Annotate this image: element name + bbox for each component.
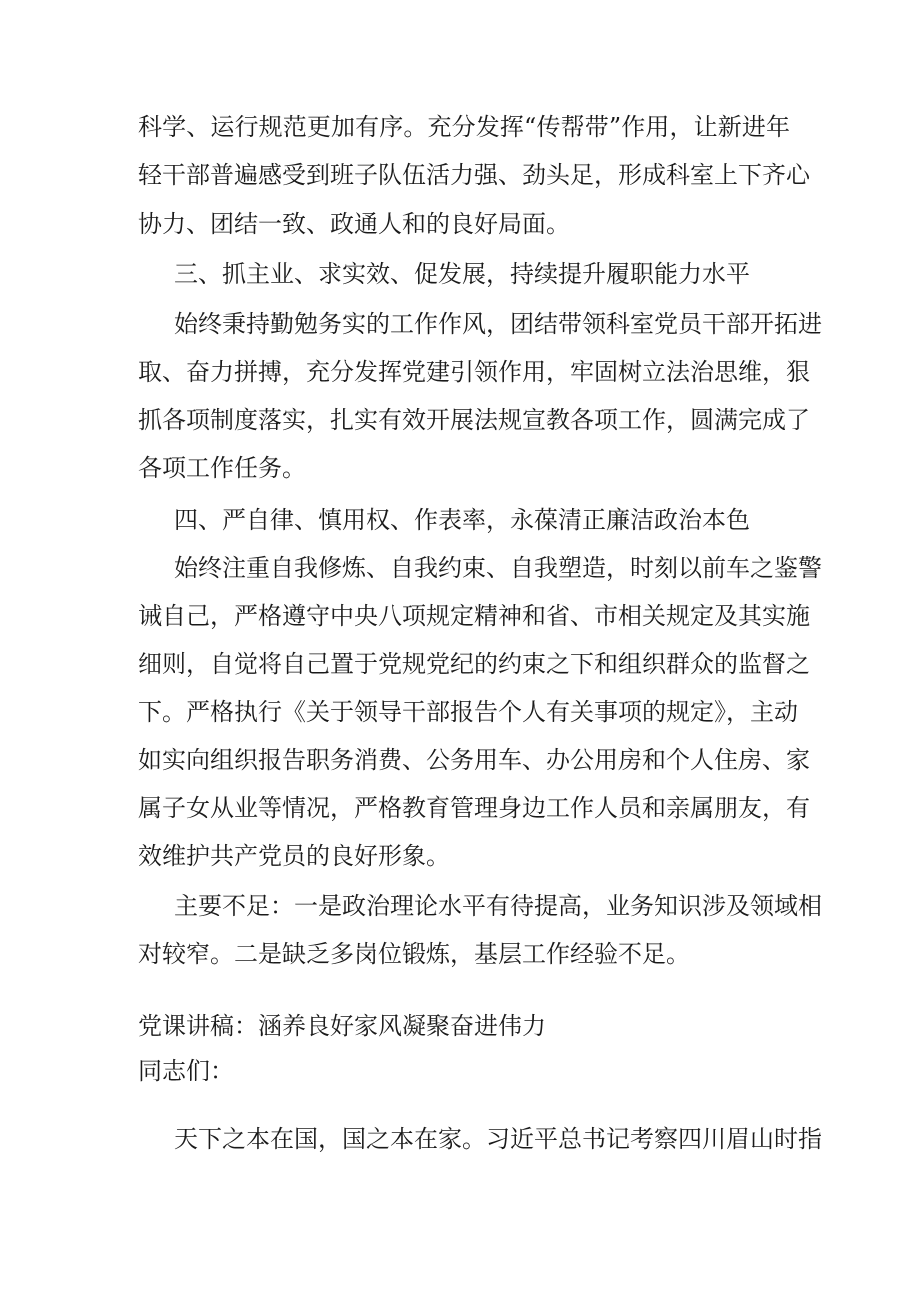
paragraph-line: 如实向组织报告职务消费、公务用车、办公用房和个人住房、家 xyxy=(138,746,810,774)
paragraph-line: 下。严格执行《关于领导干部报告个人有关事项的规定》，主动 xyxy=(138,698,798,726)
paragraph-line: 轻干部普遍感受到班子队伍活力强、劲头足，形成科室上下齐心 xyxy=(138,161,810,189)
paragraph-line: 诫自己，严格遵守中央八项规定精神和省、市相关规定及其实施 xyxy=(138,602,810,630)
section-heading: 三、抓主业、求实效、促发展，持续提升履职能力水平 xyxy=(174,260,750,288)
paragraph-line: 效维护共产党员的良好形象。 xyxy=(138,842,450,870)
paragraph-line: 对较窄。二是缺乏多岗位锻炼，基层工作经验不足。 xyxy=(138,940,690,968)
paragraph-line: 抓各项制度落实，扎实有效开展法规宣教各项工作，圆满完成了 xyxy=(138,406,810,434)
paragraph-line: 各项工作任务。 xyxy=(138,454,306,482)
paragraph-line: 主要不足：一是政治理论水平有待提高，业务知识涉及领域相 xyxy=(174,892,822,920)
paragraph-line: 协力、团结一致、政通人和的良好局面。 xyxy=(138,210,570,238)
paragraph-line: 始终注重自我修炼、自我约束、自我塑造，时刻以前车之鉴警 xyxy=(174,554,822,582)
salutation: 同志们： xyxy=(138,1057,234,1085)
section-heading: 四、严自律、慎用权、作表率，永葆清正廉洁政治本色 xyxy=(174,506,750,534)
paragraph-line: 天下之本在国，国之本在家。习近平总书记考察四川眉山时指 xyxy=(174,1125,822,1153)
paragraph-line: 取、奋力拼搏，充分发挥党建引领作用，牢固树立法治思维，狠 xyxy=(138,358,810,386)
paragraph-line: 细则，自觉将自己置于党规党纪的约束之下和组织群众的监督之 xyxy=(138,650,810,678)
paragraph-line: 科学、运行规范更加有序。充分发挥“传帮带”作用，让新进年 xyxy=(138,113,790,141)
paragraph-line: 属子女从业等情况，严格教育管理身边工作人员和亲属朋友，有 xyxy=(138,794,810,822)
speech-title: 党课讲稿：涵养良好家风凝聚奋进伟力 xyxy=(138,1012,546,1040)
paragraph-line: 始终秉持勤勉务实的工作作风，团结带领科室党员干部开拓进 xyxy=(174,310,822,338)
